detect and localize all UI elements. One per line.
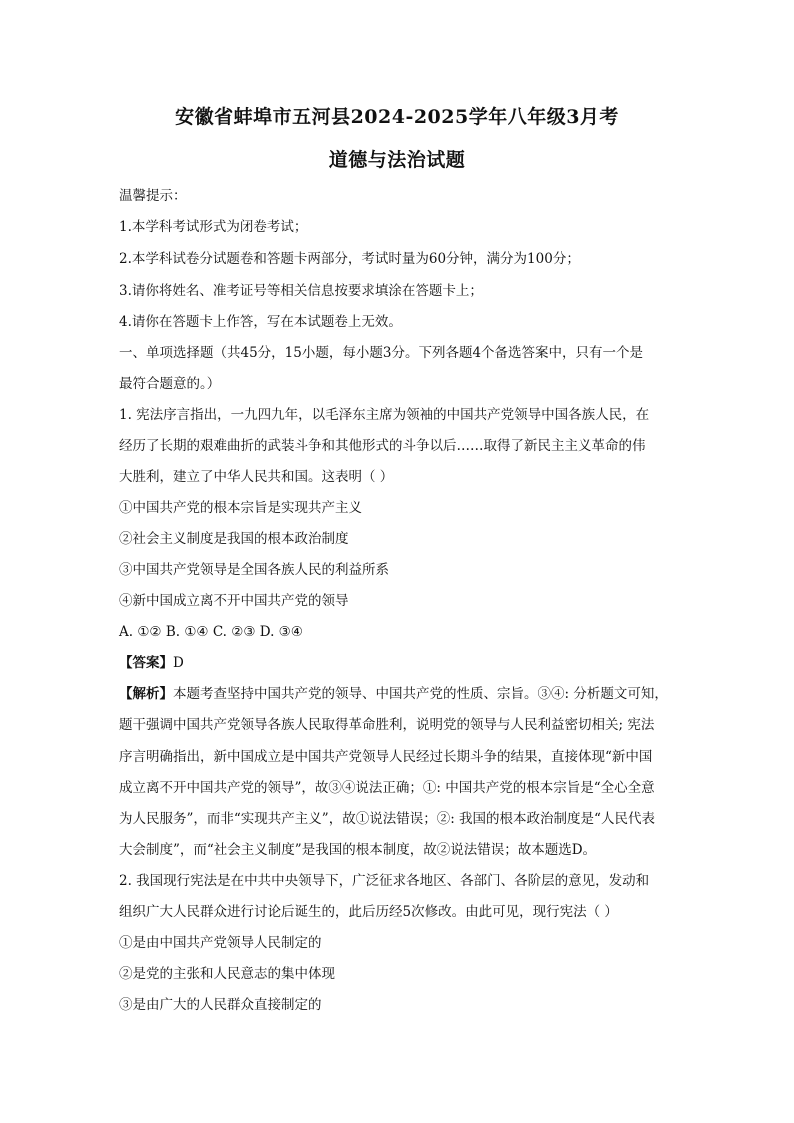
analysis-text: 成立离不开中国共产党的领导”，故③④说法正确；①: 中国共产党的根本宗旨是“全心全意 (119, 780, 655, 796)
statement: ②是党的主张和人民意志的集中体现 (119, 966, 335, 982)
analysis-text: 大会制度”，而“社会主义制度”是我国的根本制度，故②说法错误；故本题选D。 (119, 842, 597, 858)
analysis-line (119, 684, 668, 704)
answer-options: A. ①② B. ①④ C. ②③ D. ③④ (119, 624, 303, 640)
analysis-text: 本题考查坚持中国共产党的领导、中国共产党的性质、宗旨。③④: 分析题文可知， (173, 686, 668, 702)
section-intro: 一、单项选择题（共45分，15小题，每小题3分。下列各题4个备选答案中，只有一个是 (119, 345, 644, 361)
question-stem: 组织广大人民群众进行讨论后诞生的，此后历经5次修改。由此可见，现行宪法（ ） (119, 904, 618, 920)
statement: ①中国共产党的根本宗旨是实现共产主义 (119, 500, 362, 516)
question-stem: 经历了长期的艰难曲折的武装斗争和其他形式的斗争以后……取得了新民主主义革命的伟 (119, 438, 646, 454)
analysis-label: 【解析】 (119, 686, 173, 702)
question-stem: 大胜利，建立了中华人民共和国。这表明（ ） (119, 469, 394, 485)
analysis-text: 题干强调中国共产党领导各族人民取得革命胜利，说明党的领导与人民利益密切相关; 宪法 (119, 717, 655, 733)
answer-line (119, 653, 184, 673)
statement: ①是由中国共产党领导人民制定的 (119, 935, 322, 951)
question-stem: 1. 宪法序言指出，一九四九年，以毛泽东主席为领袖的中国共产党领导中国各族人民，在 (119, 407, 650, 423)
answer-label: 【答案】 (119, 655, 173, 671)
statement: ④新中国成立离不开中国共产党的领导 (119, 593, 349, 609)
notice-heading: 温馨提示： (119, 188, 187, 204)
notice-item: 1.本学科考试形式为闭卷考试； (119, 219, 308, 235)
page-subtitle: 道德与法治试题 (328, 149, 466, 171)
section-intro: 最符合题意的。） (119, 376, 221, 392)
statement: ③中国共产党领导是全国各族人民的利益所系 (119, 562, 389, 578)
statement: ②社会主义制度是我国的根本政治制度 (119, 531, 349, 547)
notice-item: 3.请你将姓名、准考证号等相关信息按要求填涂在答题卡上； (119, 283, 483, 299)
analysis-text: 序言明确指出，新中国成立是中国共产党领导人民经过长期斗争的结果，直接体现“新中国 (119, 749, 653, 765)
analysis-text: 为人民服务”，而非“实现共产主义”，故①说法错误；②: 我国的根本政治制度是“人民代表 (119, 811, 655, 827)
question-stem: 2. 我国现行宪法是在中共中央领导下，广泛征求各地区、各部门、各阶层的意见，发动和 (119, 873, 650, 889)
statement: ③是由广大的人民群众直接制定的 (119, 997, 322, 1013)
answer-value: D (173, 655, 184, 671)
notice-item: 2.本学科试卷分试题卷和答题卡两部分，考试时量为60分钟，满分为100分； (119, 251, 580, 267)
notice-item: 4.请你在答题卡上作答，写在本试题卷上无效。 (119, 314, 402, 330)
page-title: 安徽省蚌埠市五河县2024-2025学年八年级3月考 (175, 106, 619, 128)
